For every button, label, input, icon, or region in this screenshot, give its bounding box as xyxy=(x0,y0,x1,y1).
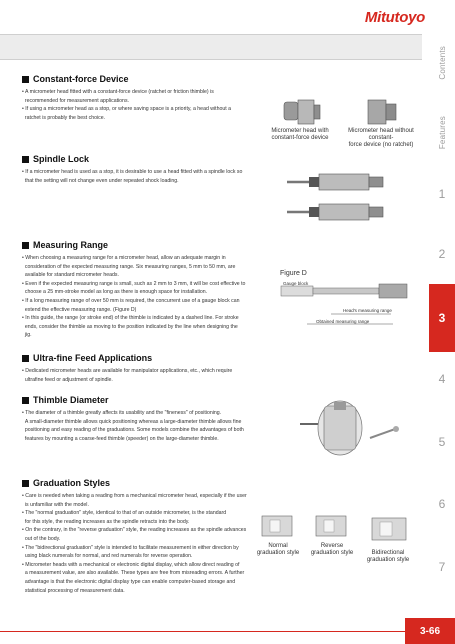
bullet-line: • Even if the expected measuring range is small, such as 2 mm to 3 mm, it will be cost effective to xyxy=(22,280,246,287)
bullet-line: • Micrometer heads with a mechanical or electronic digital display, which allow direct reading of xyxy=(22,561,240,568)
tab-features[interactable] xyxy=(429,104,455,162)
tab-7[interactable] xyxy=(429,547,455,587)
tab-contents[interactable] xyxy=(429,34,455,92)
thimble-diameter-text xyxy=(22,409,282,443)
tab-7-label: 7 xyxy=(438,560,446,574)
section-title-text: Ultra-fine Feed Applications xyxy=(33,353,153,363)
section-title-text: Spindle Lock xyxy=(33,154,90,164)
tab-features-label: Features xyxy=(437,116,447,150)
tab-6[interactable] xyxy=(429,484,455,524)
tab-1[interactable] xyxy=(429,174,455,214)
section-bullet-square xyxy=(22,156,29,163)
bullet-line: for this style, the reading increases as the spindle retracts into the body. xyxy=(24,518,190,525)
caption-normal-graduation: Normal graduation style xyxy=(256,543,300,556)
section-bullet-square xyxy=(22,397,29,404)
page-number: 3-66 xyxy=(405,618,455,644)
bullet-line: • Care is needed when taking a reading from a mechanical micrometer head, especially if the user xyxy=(22,493,247,499)
bullet-line: is unfamiliar with the model. xyxy=(24,501,89,508)
section-bullet-square xyxy=(22,242,29,249)
bullet-line: consideration of the expected measuring range. Six measuring ranges, 5 mm to 50 mm, are xyxy=(24,263,236,270)
bullet-line: statistical processing of measurement data. xyxy=(24,587,125,594)
graduation-styles-figure xyxy=(262,512,412,542)
bullet-line: jig. xyxy=(24,332,32,339)
tab-3-active[interactable] xyxy=(429,284,455,352)
bullet-line: • When choosing a measuring range for a micrometer head, allow an adequate margin in xyxy=(22,255,226,261)
graduation-styles-text xyxy=(22,492,262,595)
measuring-range-text xyxy=(22,254,272,340)
bullet-line: extend the effective measuring range. (Figure D) xyxy=(24,306,137,313)
section-title-graduation-styles xyxy=(22,478,110,488)
label-head-range: Head's measuring range xyxy=(343,308,392,313)
section-title-ultra-fine xyxy=(22,353,152,363)
bullet-line: • In this guide, the range (or stroke end) of the thimble is indicated by a dashed line. For stroke xyxy=(22,315,239,322)
bullet-line: positioning and easy reading of the graduations. Some models combine the advantages of both xyxy=(24,427,244,434)
footer-rule xyxy=(0,631,405,632)
section-bullet-square xyxy=(22,480,29,487)
caption-without-constant-force: Micrometer head without constant- force device (no ratchet) xyxy=(348,128,414,148)
tab-5[interactable] xyxy=(429,422,455,462)
bullet-line: A small-diameter thimble allows quick positioning whereas a large-diameter thimble allows fine xyxy=(24,418,242,425)
header-band xyxy=(0,34,422,60)
mitutoyo-logo: Mitutoyo xyxy=(364,9,425,26)
figure-d-title: Figure D xyxy=(280,270,307,277)
tab-4-label: 4 xyxy=(438,372,446,386)
tab-1-label: 1 xyxy=(438,187,446,201)
section-title-text: Constant-force Device xyxy=(33,74,129,84)
section-title-thimble-diameter xyxy=(22,395,109,405)
spindle-lock-text xyxy=(22,168,282,185)
bullet-line: • If using a micrometer head as a stop, or where saving space is a priority, a head without a xyxy=(22,106,232,113)
section-title-text: Thimble Diameter xyxy=(33,395,109,405)
ultra-fine-text xyxy=(22,367,282,384)
bullet-line: • If a micrometer head is used as a stop, it is desirable to use a head fitted with a spindle lock so xyxy=(22,169,243,175)
bullet-line: available for standard micrometer heads. xyxy=(24,272,119,279)
bullet-line: a measurement value, are also available. These types are free from misreading errors. A further xyxy=(24,570,245,577)
bullet-line: that the setting will not change even under repeated shock loading. xyxy=(24,177,179,184)
label-gauge-block: Gauge block xyxy=(283,281,309,286)
section-title-text: Graduation Styles xyxy=(33,478,111,488)
tab-5-label: 5 xyxy=(438,435,446,449)
thimble-figure xyxy=(300,398,410,466)
section-bullet-square xyxy=(22,355,29,362)
bullet-line: • If a long measuring range of over 50 mm is required, the concurrent use of a gauge block can xyxy=(22,297,240,304)
bullet-line: recommended for measurement applications. xyxy=(24,97,129,104)
bullet-line: • A micrometer head fitted with a constant-force device (ratchet or friction thimble) is xyxy=(22,89,214,95)
tab-3-label: 3 xyxy=(438,311,446,325)
bullet-line: • The "bidirectional graduation" style is intended to facilitate measurement in either direction by xyxy=(22,544,239,551)
tab-2-label: 2 xyxy=(438,247,446,261)
section-title-spindle-lock xyxy=(22,154,89,164)
section-title-measuring-range xyxy=(22,240,108,250)
bullet-line: ends, consider the thimble as moving to the position indicated by the line when designing the xyxy=(24,323,238,330)
section-title-text: Measuring Range xyxy=(33,240,109,250)
bullet-line: • The diameter of a thimble greatly affects its usability and the "fineness" of positioning. xyxy=(22,410,222,416)
section-bullet-square xyxy=(22,76,29,83)
spindle-lock-figure xyxy=(285,168,415,228)
bullet-line: ratchet is probably the best choice. xyxy=(24,114,106,121)
section-title-constant-force xyxy=(22,74,129,84)
bullet-line: choose a 25 mm-stroke model as long as there is enough space for installation. xyxy=(24,289,208,296)
tab-contents-label: Contents xyxy=(437,46,447,80)
tab-2[interactable] xyxy=(429,234,455,274)
bullet-line: features by mounting a coarse-feed thimble (speeder) on the large-diameter thimble. xyxy=(24,435,219,442)
tab-4[interactable] xyxy=(429,359,455,399)
side-tab-strip xyxy=(429,34,455,644)
label-obtained-range: Obtained measuring range xyxy=(316,319,370,324)
bullet-line: • Dedicated micrometer heads are available for manipulator applications, etc., which require xyxy=(22,368,233,374)
bullet-line: advantage is that the electronic digital display type can enable computer-based storage and xyxy=(24,578,236,585)
bullet-line: • On the contrary, in the "reverse graduation" style, the reading increases as the spindle advances xyxy=(22,527,247,534)
caption-with-constant-force: Micrometer head with constant-force device xyxy=(271,128,329,141)
bullet-line: ultrafine feed or adjustment of spindle. xyxy=(24,376,113,383)
caption-bidirectional-graduation: Bidirectional graduation style xyxy=(366,550,410,563)
tab-6-label: 6 xyxy=(438,497,446,511)
constant-force-text xyxy=(22,88,262,122)
bullet-line: using black numerals for normal, and red numerals for reverse operation. xyxy=(24,553,193,560)
caption-reverse-graduation: Reverse graduation style xyxy=(310,543,354,556)
bullet-line: • The "normal graduation" style, identical to that of an outside micrometer, is the standard xyxy=(22,510,227,517)
bullet-line: out of the body. xyxy=(24,535,61,542)
